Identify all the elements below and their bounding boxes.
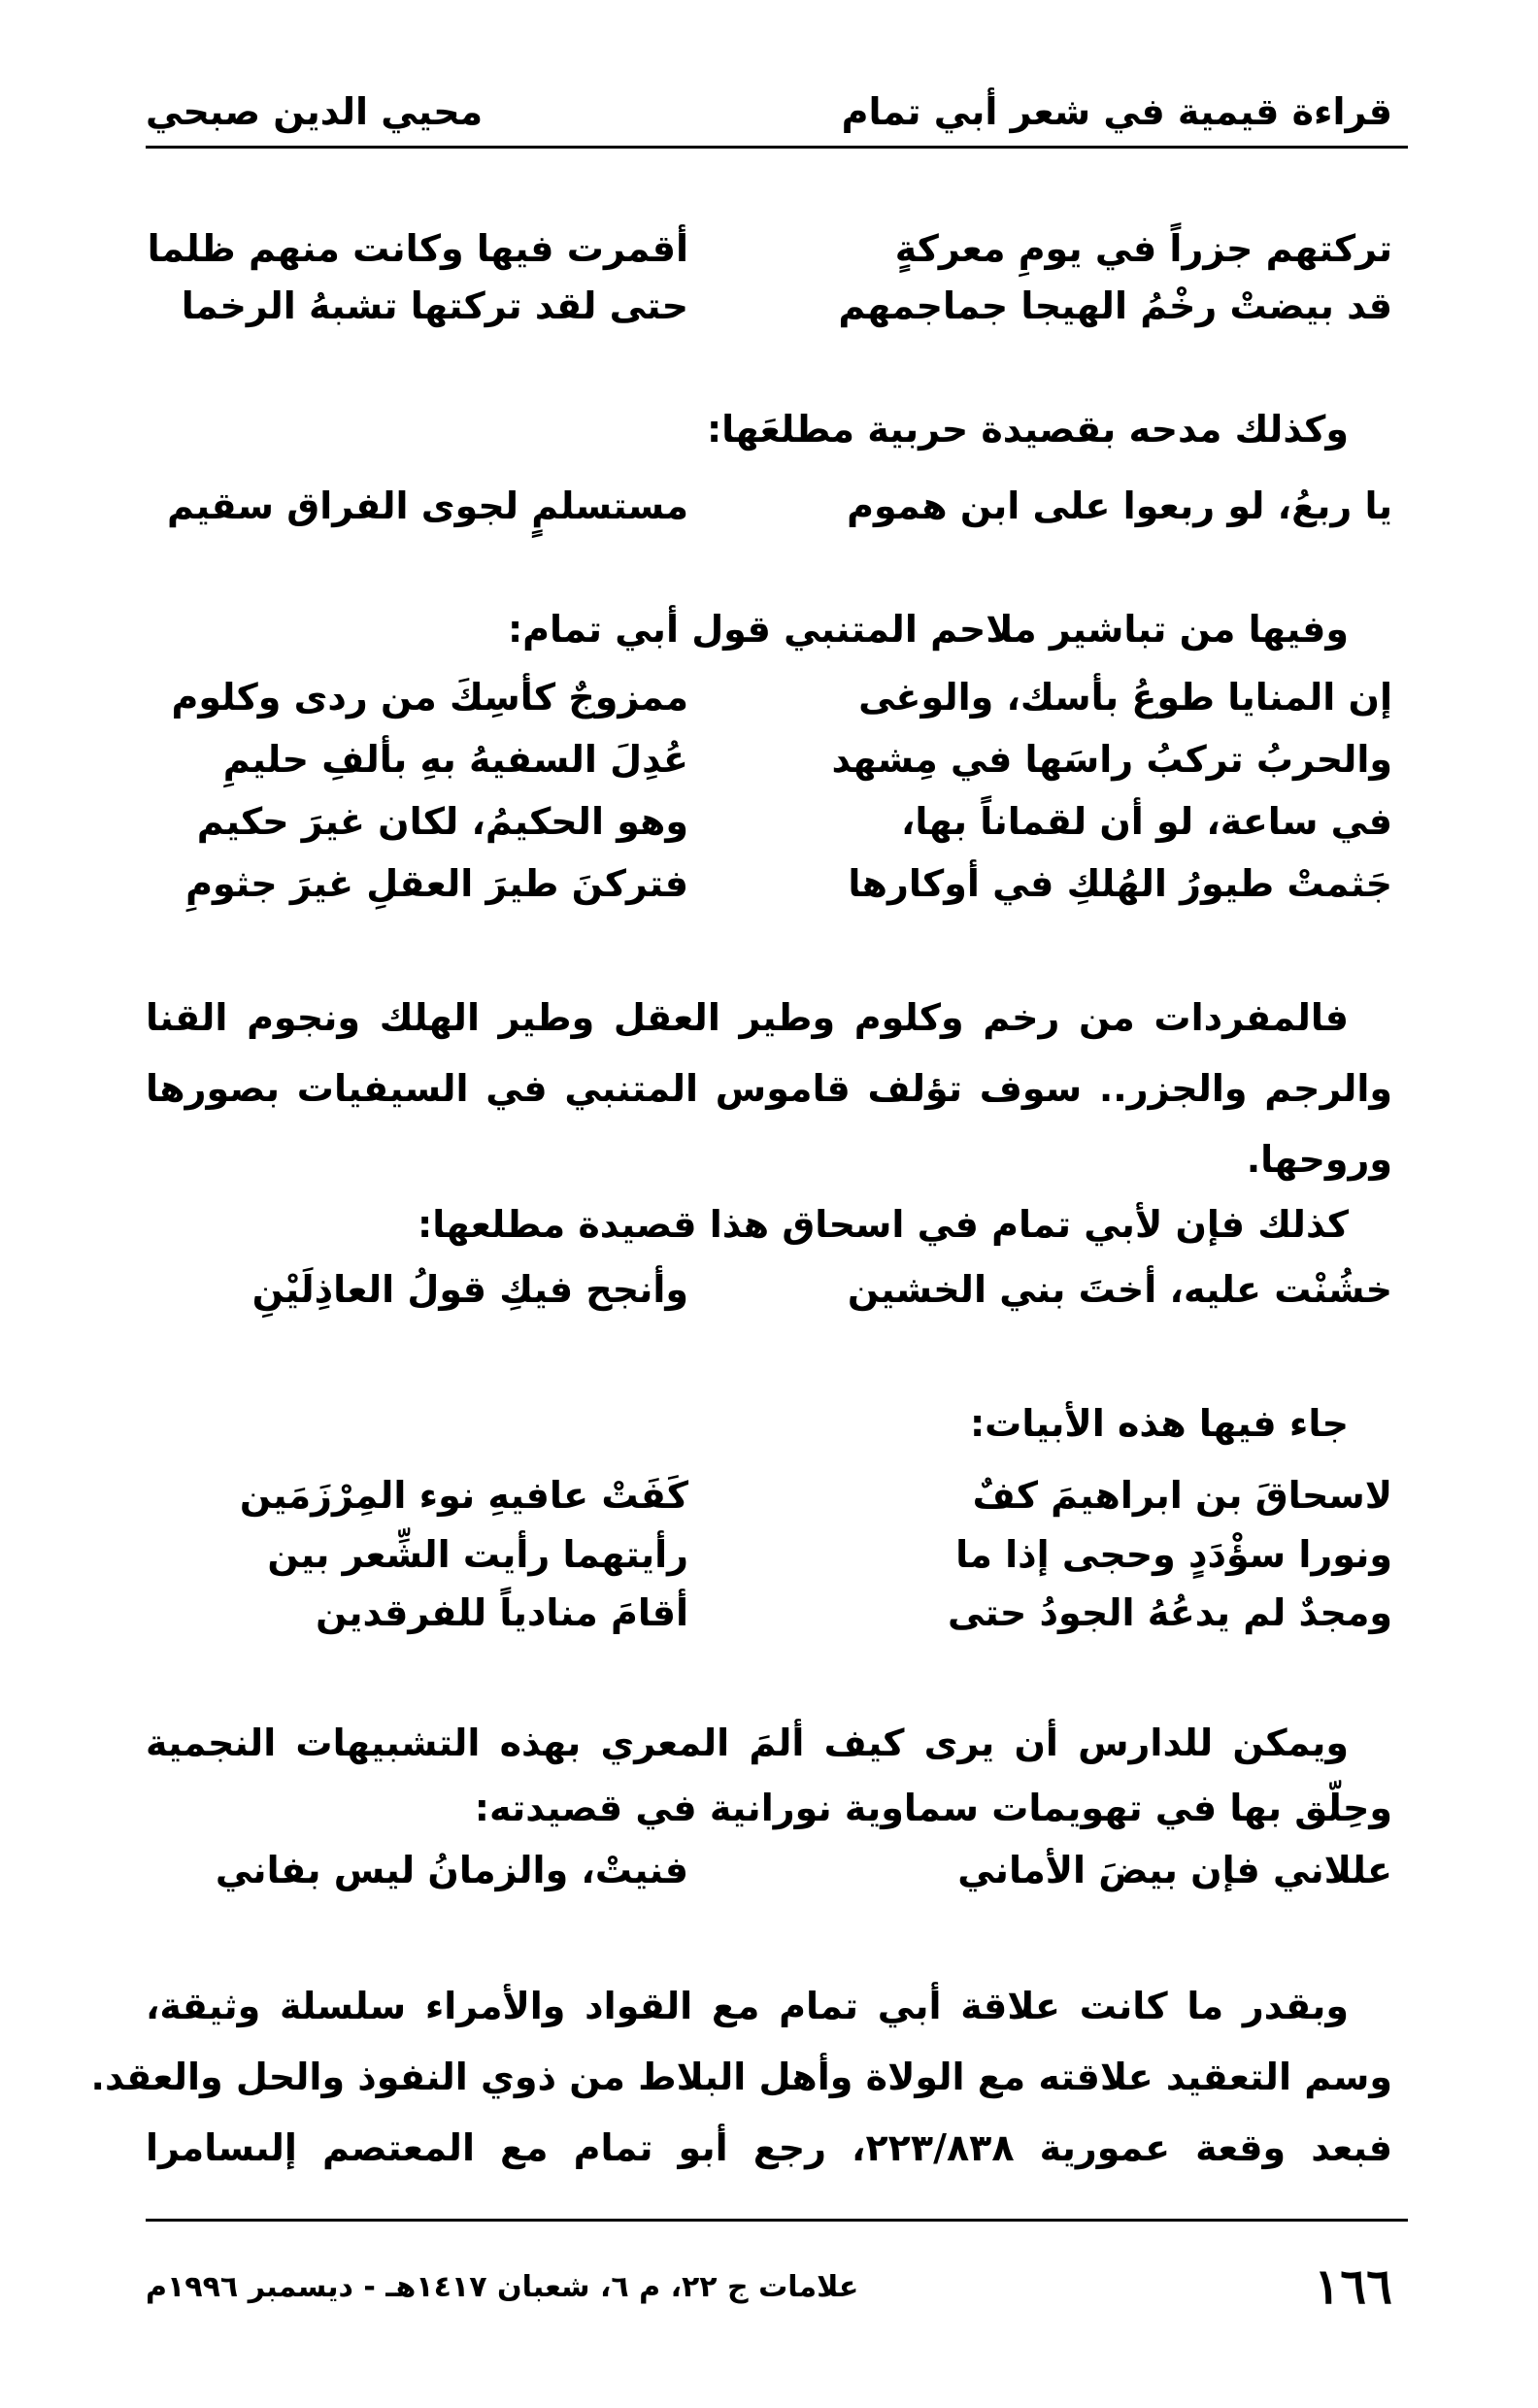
verse-hemistich-right: لاسحاقَ بن ابراهيمَ كفٌ <box>972 1474 1392 1517</box>
prose-line: وروحها. <box>1246 1138 1392 1181</box>
verse-hemistich-left: فتركنَ طيرَ العقلِ غيرَ جثومِ <box>185 862 688 905</box>
verse-hemistich-left: رأيتهما رأيت الشِّعر بين <box>267 1533 688 1576</box>
footer-rule <box>146 2219 1408 2222</box>
verse-hemistich-right: يا ربعُ، لو ربعوا على ابن هموم <box>847 485 1392 527</box>
verse-hemistich-right: إن المنايا طوعُ بأسك، والوغى <box>858 676 1392 719</box>
verse-hemistich-left: ممزوجٌ كأسِكَ من ردى وكلوم <box>171 676 688 719</box>
prose-line: ويمكن للدارس أن يرى كيف ألمَ المعري بهذه التشبيهات النجمية <box>146 1722 1349 1764</box>
prose-line: وفيها من تباشير ملاحم المتنبي قول أبي تمام: <box>507 608 1349 651</box>
verse-hemistich-right: ومجدٌ لم يدعُهُ الجودُ حتى <box>947 1591 1392 1634</box>
prose-line: وسم التعقيد علاقته مع الولاة وأهل البلاط من ذوي النفوذ والحل والعقد. <box>90 2056 1392 2098</box>
verse-hemistich-left: حتى لقد تركتها تشبهُ الرخما <box>181 284 688 327</box>
prose-line: وبقدر ما كانت علاقة أبي تمام مع القواد والأمراء سلسلة وثيقة، <box>146 1985 1349 2027</box>
verse-hemistich-right: جَثمتْ طيورُ الهُلكِ في أوكارها <box>848 862 1392 905</box>
running-title: قراءة قيمية في شعر أبي تمام <box>841 90 1392 133</box>
verse-hemistich-left: عُدِلَ السفيهُ بهِ بألفِ حليمِ <box>222 738 688 781</box>
verse-hemistich-left: وأنجح فيكِ قولُ العاذِلَيْنِ <box>251 1268 688 1311</box>
header-rule <box>146 146 1408 149</box>
page-number: ١٦٦ <box>1314 2258 1392 2315</box>
verse-hemistich-right: والحربُ تركبُ راسَها في مِشهد <box>831 738 1392 781</box>
verse-hemistich-right: خشُنْت عليه، أختَ بني الخشين <box>847 1268 1392 1311</box>
verse-hemistich-left: فنيتْ، والزمانُ ليس بفاني <box>215 1849 688 1891</box>
verse-hemistich-right: تركتهم جزراً في يومِ معركةٍ <box>894 227 1392 270</box>
verse-hemistich-right: في ساعة، لو أن لقماناً بها، <box>900 800 1392 843</box>
prose-line: فبعد وقعة عمورية ٢٢٣/٨٣٨، رجع أبو تمام مع المعتصم إلىسامرا <box>146 2126 1392 2169</box>
verse-hemistich-left: مستسلمٍ لجوى الفراق سقيم <box>167 485 688 527</box>
prose-line: وحِلّق بها في تهويمات سماوية نورانية في قصيدته: <box>474 1787 1392 1829</box>
journal-citation: علامات ج ٢٢، م ٦، شعبان ١٤١٧هـ - ديسمبر ١٩٩٦م <box>146 2270 859 2304</box>
verse-hemistich-left: كَفَتْ عافيهِ نوء المِرْزَمَين <box>239 1474 688 1517</box>
prose-line: كذلك فإن لأبي تمام في اسحاق هذا قصيدة مطلعها: <box>418 1203 1349 1246</box>
verse-hemistich-left: وهو الحكيمُ، لكان غيرَ حكيم <box>196 800 688 843</box>
verse-hemistich-left: أقامَ منادياً للفرقدين <box>316 1591 688 1634</box>
prose-line: وكذلك مدحه بقصيدة حربية مطلعَها: <box>706 408 1349 451</box>
running-author: محيي الدين صبحي <box>146 90 484 133</box>
verse-hemistich-right: قد بيضتْ رخْمُ الهيجا جماجمهم <box>838 284 1392 327</box>
prose-line: والرجم والجزر.. سوف تؤلف قاموس المتنبي في السيفيات بصورها <box>146 1067 1392 1110</box>
verse-hemistich-left: أقمرت فيها وكانت منهم ظلما <box>147 227 688 270</box>
verse-hemistich-right: ونورا سؤْدَدٍ وحجى إذا ما <box>955 1533 1392 1576</box>
prose-line: فالمفردات من رخم وكلوم وطير العقل وطير الهلك ونجوم القنا <box>146 996 1349 1039</box>
verse-hemistich-right: عللاني فإن بيضَ الأماني <box>957 1849 1392 1891</box>
prose-line: جاء فيها هذه الأبيات: <box>969 1402 1349 1445</box>
